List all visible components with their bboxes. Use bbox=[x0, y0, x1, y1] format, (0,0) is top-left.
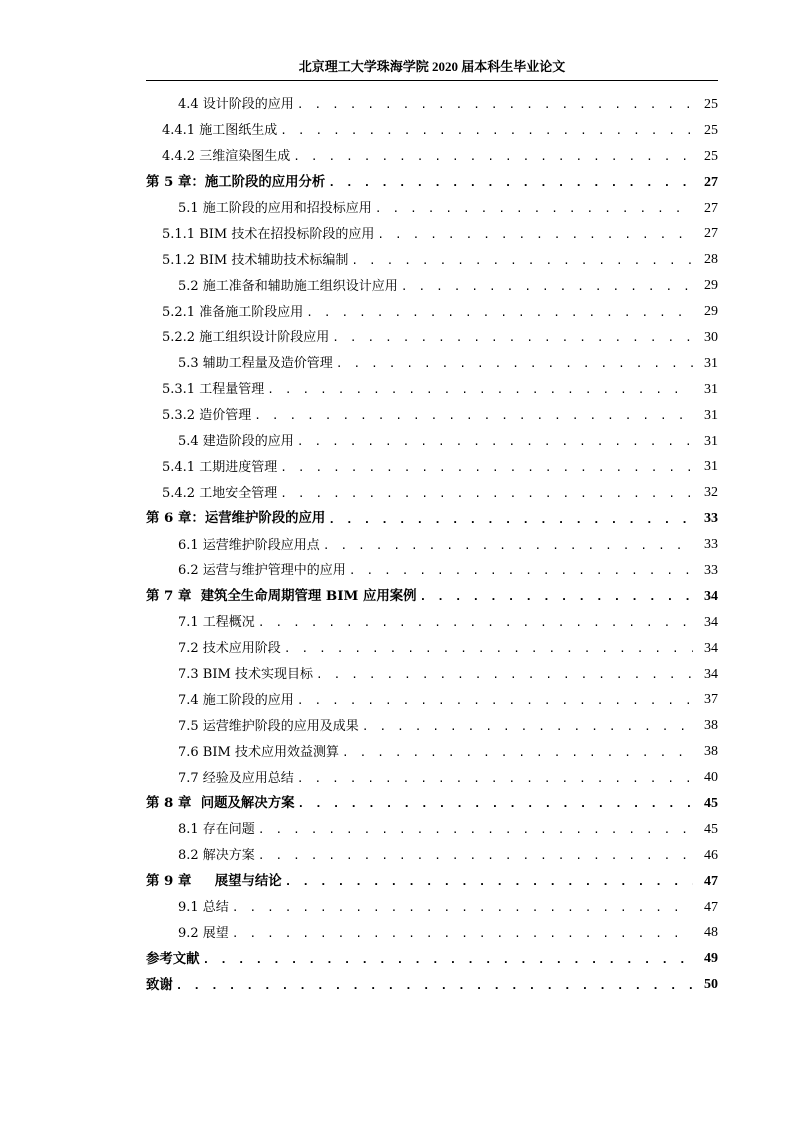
toc-page-number: 28 bbox=[704, 252, 718, 268]
toc-page-number: 38 bbox=[704, 718, 718, 734]
toc-page-number: 45 bbox=[704, 795, 718, 811]
toc-entry-title: 7.6 BIM 技术应用效益测算 bbox=[178, 744, 339, 760]
toc-entry-title: 第 6 章：运营维护阶段的应用 bbox=[146, 510, 326, 527]
toc-page-number: 33 bbox=[704, 562, 718, 578]
toc-entry[interactable] bbox=[146, 558, 718, 584]
table-of-contents bbox=[146, 92, 718, 998]
toc-entry[interactable] bbox=[146, 662, 718, 688]
toc-page-number: 30 bbox=[704, 329, 718, 345]
toc-page-number: 33 bbox=[704, 537, 718, 553]
toc-entry-title: 第 9 章 展望与结论 bbox=[146, 872, 282, 889]
toc-entry[interactable] bbox=[146, 480, 718, 506]
toc-dot-leader bbox=[297, 436, 693, 447]
toc-chapter-entry[interactable] bbox=[146, 506, 718, 532]
toc-dot-leader bbox=[284, 643, 693, 654]
toc-page-number: 40 bbox=[704, 770, 718, 786]
toc-page-number: 46 bbox=[704, 847, 718, 863]
toc-entry-title: 7.4 施工阶段的应用 bbox=[178, 692, 294, 708]
toc-entry[interactable] bbox=[146, 739, 718, 765]
toc-dot-leader bbox=[362, 721, 693, 732]
toc-dot-leader bbox=[401, 281, 693, 292]
toc-entry-title: 第 7 章 建筑全生命周期管理 BIM 应用案例 bbox=[146, 588, 417, 605]
toc-page-number: 25 bbox=[704, 122, 718, 138]
toc-dot-leader bbox=[332, 332, 693, 343]
toc-entry-title: 5.3.1 工程量管理 bbox=[162, 382, 265, 398]
toc-entry-title: 7.5 运营维护阶段的应用及成果 bbox=[178, 718, 359, 734]
toc-entry[interactable] bbox=[146, 377, 718, 403]
toc-page-number: 31 bbox=[704, 459, 718, 475]
toc-dot-leader bbox=[351, 255, 693, 266]
toc-page-number: 25 bbox=[704, 148, 718, 164]
toc-entry-title: 4.4.2 三维渲染图生成 bbox=[162, 149, 291, 165]
toc-entry-title: 第 8 章 问题及解决方案 bbox=[146, 795, 295, 812]
header-rule bbox=[146, 80, 718, 81]
toc-page-number: 45 bbox=[704, 821, 718, 837]
toc-page-number: 31 bbox=[704, 407, 718, 423]
toc-page-number: 48 bbox=[704, 925, 718, 941]
toc-entry-title: 参考文献 bbox=[146, 950, 200, 967]
toc-chapter-entry[interactable] bbox=[146, 946, 718, 972]
toc-entry-title: 7.7 经验及应用总结 bbox=[178, 770, 294, 786]
toc-page-number: 34 bbox=[704, 640, 718, 656]
toc-entry-title: 7.3 BIM 技术实现目标 bbox=[178, 667, 313, 683]
toc-entry-title: 7.1 工程概况 bbox=[178, 615, 255, 631]
toc-dot-leader bbox=[297, 695, 693, 706]
toc-entry[interactable] bbox=[146, 532, 718, 558]
toc-dot-leader bbox=[342, 747, 693, 758]
toc-dot-leader bbox=[258, 824, 693, 835]
toc-entry-title: 8.1 存在问题 bbox=[178, 822, 255, 838]
toc-dot-leader bbox=[328, 177, 693, 188]
toc-entry-title: 6.2 运营与维护管理中的应用 bbox=[178, 563, 346, 579]
toc-dot-leader bbox=[258, 850, 693, 861]
toc-entry-title: 5.2 施工准备和辅助施工组织设计应用 bbox=[178, 278, 398, 294]
toc-entry-title: 5.1 施工阶段的应用和招投标应用 bbox=[178, 201, 372, 216]
toc-entry-title: 9.2 展望 bbox=[178, 925, 229, 941]
toc-entry-title: 5.3 辅助工程量及造价管理 bbox=[178, 356, 333, 372]
toc-entry-title: 5.3.2 造价管理 bbox=[162, 408, 252, 424]
toc-dot-leader bbox=[328, 514, 693, 525]
toc-entry[interactable] bbox=[146, 144, 718, 170]
toc-chapter-entry[interactable] bbox=[146, 584, 718, 610]
toc-page-number: 29 bbox=[704, 278, 718, 294]
toc-dot-leader bbox=[375, 203, 693, 214]
toc-page-number: 37 bbox=[704, 692, 718, 708]
toc-dot-leader bbox=[280, 488, 693, 499]
toc-entry-title: 7.2 技术应用阶段 bbox=[178, 641, 281, 657]
toc-entry[interactable] bbox=[146, 454, 718, 480]
toc-entry-title: 6.1 运营维护阶段应用点 bbox=[178, 537, 320, 553]
toc-page-number: 27 bbox=[704, 174, 718, 190]
toc-chapter-entry[interactable] bbox=[146, 869, 718, 895]
toc-entry[interactable] bbox=[146, 817, 718, 843]
toc-entry-title: 8.2 解决方案 bbox=[178, 848, 255, 864]
toc-page-number: 32 bbox=[704, 485, 718, 501]
toc-entry[interactable] bbox=[146, 610, 718, 636]
toc-dot-leader bbox=[280, 125, 693, 136]
toc-dot-leader bbox=[420, 591, 693, 602]
toc-entry[interactable] bbox=[146, 273, 718, 299]
toc-dot-leader bbox=[232, 928, 693, 939]
toc-dot-leader bbox=[258, 617, 693, 628]
toc-entry-title: 5.4.2 工地安全管理 bbox=[162, 485, 278, 501]
toc-entry-title: 5.1.2 BIM 技术辅助技术标编制 bbox=[162, 252, 349, 268]
toc-page-number: 38 bbox=[704, 744, 718, 760]
toc-page-number: 31 bbox=[704, 433, 718, 449]
toc-entry[interactable] bbox=[146, 895, 718, 921]
toc-chapter-entry[interactable] bbox=[146, 170, 718, 196]
toc-entry[interactable] bbox=[146, 713, 718, 739]
toc-dot-leader bbox=[267, 384, 693, 395]
toc-chapter-entry[interactable] bbox=[146, 972, 718, 998]
toc-dot-leader bbox=[336, 358, 693, 369]
toc-entry[interactable] bbox=[146, 843, 718, 869]
toc-entry[interactable] bbox=[146, 687, 718, 713]
toc-entry-title: 4.4.1 施工图纸生成 bbox=[162, 123, 278, 139]
toc-entry[interactable] bbox=[146, 765, 718, 791]
toc-dot-leader bbox=[306, 307, 693, 318]
toc-dot-leader bbox=[377, 229, 693, 240]
toc-page-number: 34 bbox=[704, 614, 718, 630]
toc-dot-leader bbox=[293, 151, 693, 162]
toc-page-number: 25 bbox=[704, 96, 718, 112]
toc-dot-leader bbox=[297, 773, 693, 784]
toc-dot-leader bbox=[254, 410, 693, 421]
toc-page-number: 31 bbox=[704, 355, 718, 371]
page-header: 北京理工大学珠海学院 2020 届本科生毕业论文 bbox=[298, 59, 566, 74]
toc-entry[interactable] bbox=[146, 118, 718, 144]
toc-entry[interactable] bbox=[146, 403, 718, 429]
toc-entry-title: 5.4.1 工期进度管理 bbox=[162, 459, 278, 475]
toc-entry-title: 4.4 设计阶段的应用 bbox=[178, 97, 294, 113]
toc-dot-leader bbox=[285, 876, 693, 887]
toc-dot-leader bbox=[349, 565, 693, 576]
toc-entry[interactable] bbox=[146, 429, 718, 455]
toc-entry-title: 致谢 bbox=[146, 976, 173, 993]
toc-dot-leader bbox=[297, 798, 693, 809]
toc-page-number: 50 bbox=[704, 977, 718, 993]
toc-chapter-entry[interactable] bbox=[146, 791, 718, 817]
toc-entry-title: 5.2.1 准备施工阶段应用 bbox=[162, 304, 304, 320]
toc-entry[interactable] bbox=[146, 351, 718, 377]
toc-entry[interactable] bbox=[146, 636, 718, 662]
toc-page-number: 47 bbox=[704, 899, 718, 915]
toc-page-number: 49 bbox=[704, 951, 718, 967]
toc-dot-leader bbox=[323, 540, 693, 551]
toc-dot-leader bbox=[203, 954, 693, 965]
toc-page-number: 29 bbox=[704, 304, 718, 320]
toc-dot-leader bbox=[297, 99, 693, 110]
toc-page-number: 47 bbox=[704, 873, 718, 889]
toc-dot-leader bbox=[280, 462, 693, 473]
toc-entry[interactable] bbox=[146, 921, 718, 947]
toc-entry-title: 第 5 章：施工阶段的应用分析 bbox=[146, 173, 326, 190]
toc-entry-title: 5.1.1 BIM 技术在招投标阶段的应用 bbox=[162, 226, 375, 242]
toc-entry[interactable] bbox=[146, 299, 718, 325]
toc-page-number: 27 bbox=[704, 226, 718, 242]
toc-entry[interactable] bbox=[146, 325, 718, 351]
toc-page-number: 31 bbox=[704, 381, 718, 397]
toc-entry-title: 5.4 建造阶段的应用 bbox=[178, 434, 294, 450]
toc-dot-leader bbox=[316, 669, 693, 680]
toc-entry-title: 9.1 总结 bbox=[178, 900, 229, 916]
toc-entry[interactable] bbox=[146, 247, 718, 273]
toc-entry[interactable] bbox=[146, 92, 718, 118]
toc-entry[interactable] bbox=[146, 221, 718, 247]
toc-page-number: 34 bbox=[704, 588, 718, 604]
toc-entry-title: 5.2.2 施工组织设计阶段应用 bbox=[162, 330, 330, 346]
toc-dot-leader bbox=[232, 902, 693, 913]
toc-dot-leader bbox=[176, 980, 693, 991]
toc-page-number: 33 bbox=[704, 511, 718, 527]
toc-page-number: 34 bbox=[704, 666, 718, 682]
toc-entry[interactable] bbox=[146, 196, 718, 222]
toc-page-number: 27 bbox=[704, 200, 718, 216]
